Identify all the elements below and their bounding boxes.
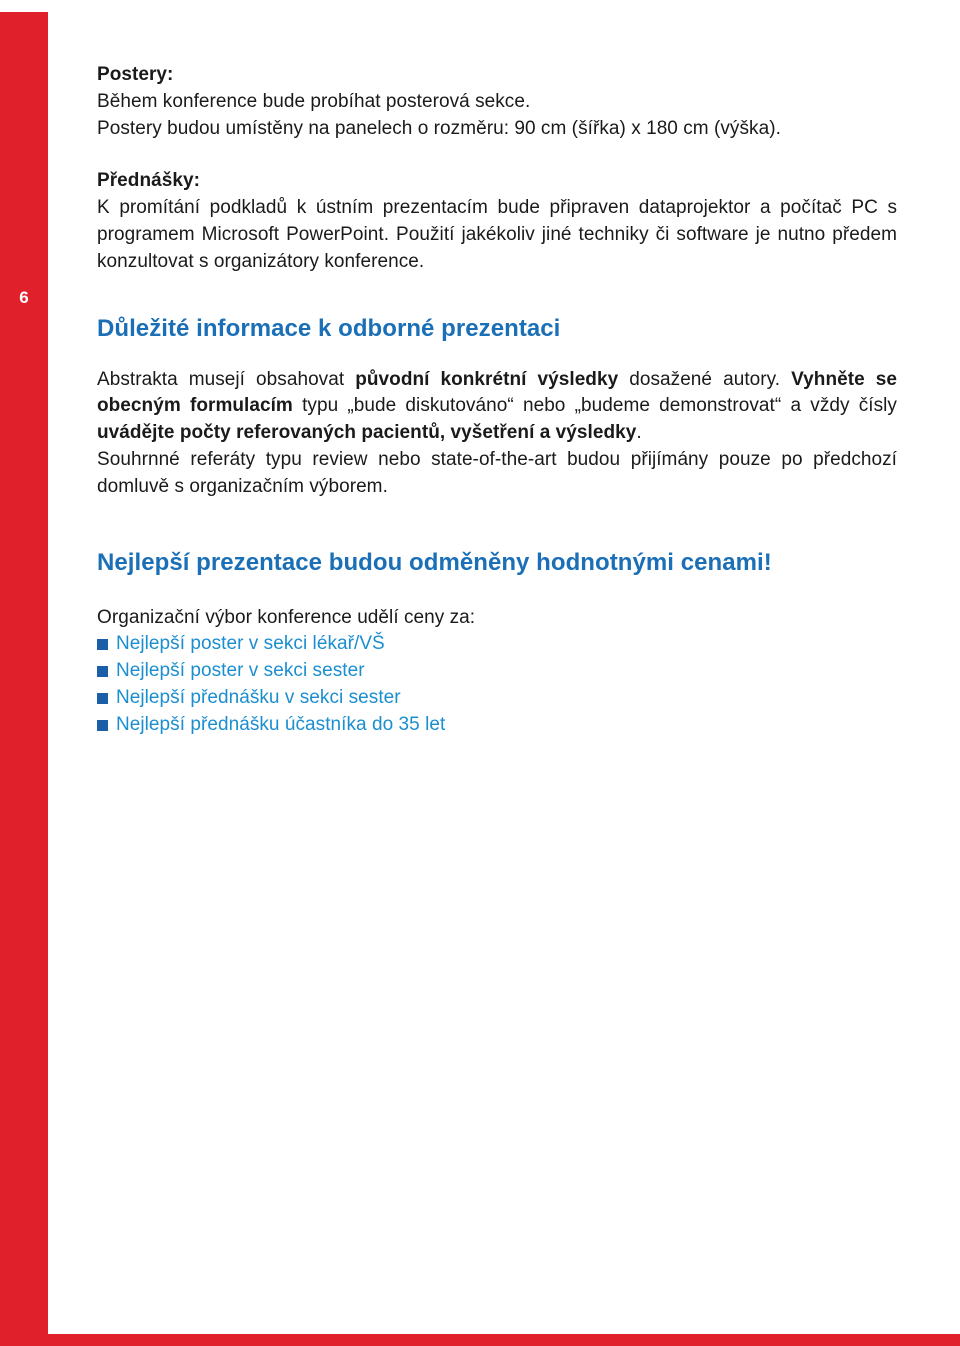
list-item bbox=[97, 712, 897, 739]
important-text-c: dosažené autory. bbox=[618, 368, 792, 390]
awards-intro: Organizační výbor konference udělí ceny za: bbox=[97, 606, 476, 628]
list-item bbox=[97, 658, 897, 685]
important-paragraph-1 bbox=[97, 367, 897, 447]
important-section bbox=[97, 314, 897, 501]
posters-heading: Postery: bbox=[97, 64, 174, 85]
important-text-g: . bbox=[636, 422, 642, 444]
important-text-e: typu „bude diskutováno“ nebo „budeme demonstrovat“ a vždy čísly bbox=[292, 395, 897, 417]
important-text-b: původní konkrétní výsledky bbox=[355, 368, 619, 390]
square-bullet-icon bbox=[97, 639, 108, 650]
page-number: 6 bbox=[19, 288, 29, 307]
posters-line-2: Postery budou umístěny na panelech o rozměru: 90 cm (šířka) x 180 cm (výška). bbox=[97, 117, 781, 139]
bottom-bar bbox=[0, 1334, 960, 1346]
lectures-text: K promítání podkladů k ústním prezentacím bude připraven dataprojektor a počítač PC s programem Microsoft PowerPoint. Použití jakékoliv jiné techniky či software je nutno předem konzultovat s organizátory konference. bbox=[97, 197, 897, 272]
square-bullet-icon bbox=[97, 720, 108, 731]
list-item bbox=[97, 631, 897, 658]
list-item bbox=[97, 685, 897, 712]
posters-line-1: Během konference bude probíhat posterová sekce. bbox=[97, 90, 531, 112]
lectures-section bbox=[97, 168, 897, 275]
award-label: Nejlepší poster v sekci lékař/VŠ bbox=[116, 633, 385, 655]
award-label: Nejlepší poster v sekci sester bbox=[116, 660, 365, 682]
lectures-heading: Přednášky: bbox=[97, 170, 200, 192]
important-heading: Důležité informace k odborné prezentaci bbox=[97, 314, 561, 342]
page-content bbox=[97, 62, 897, 739]
award-label: Nejlepší přednášku v sekci sester bbox=[116, 686, 401, 708]
awards-section bbox=[97, 548, 897, 739]
important-paragraph-2: Souhrnné referáty typu review nebo state-of-the-art budou přijímány pouze po předchozí domluvě s organizačním výborem. bbox=[97, 448, 897, 497]
square-bullet-icon bbox=[97, 666, 108, 677]
important-text-d: Vyhněte se obecným formulacím bbox=[97, 368, 897, 417]
posters-section bbox=[97, 62, 897, 142]
important-text-f: uvádějte počty referovaných pacientů, vyšetření a výsledky bbox=[97, 422, 637, 444]
side-tab bbox=[0, 12, 48, 1334]
awards-list bbox=[97, 631, 897, 738]
important-text-a: Abstrakta musejí obsahovat bbox=[97, 368, 356, 390]
award-label: Nejlepší přednášku účastníka do 35 let bbox=[116, 713, 446, 735]
square-bullet-icon bbox=[97, 693, 108, 704]
awards-heading: Nejlepší prezentace budou odměněny hodnotnými cenami! bbox=[97, 548, 772, 576]
